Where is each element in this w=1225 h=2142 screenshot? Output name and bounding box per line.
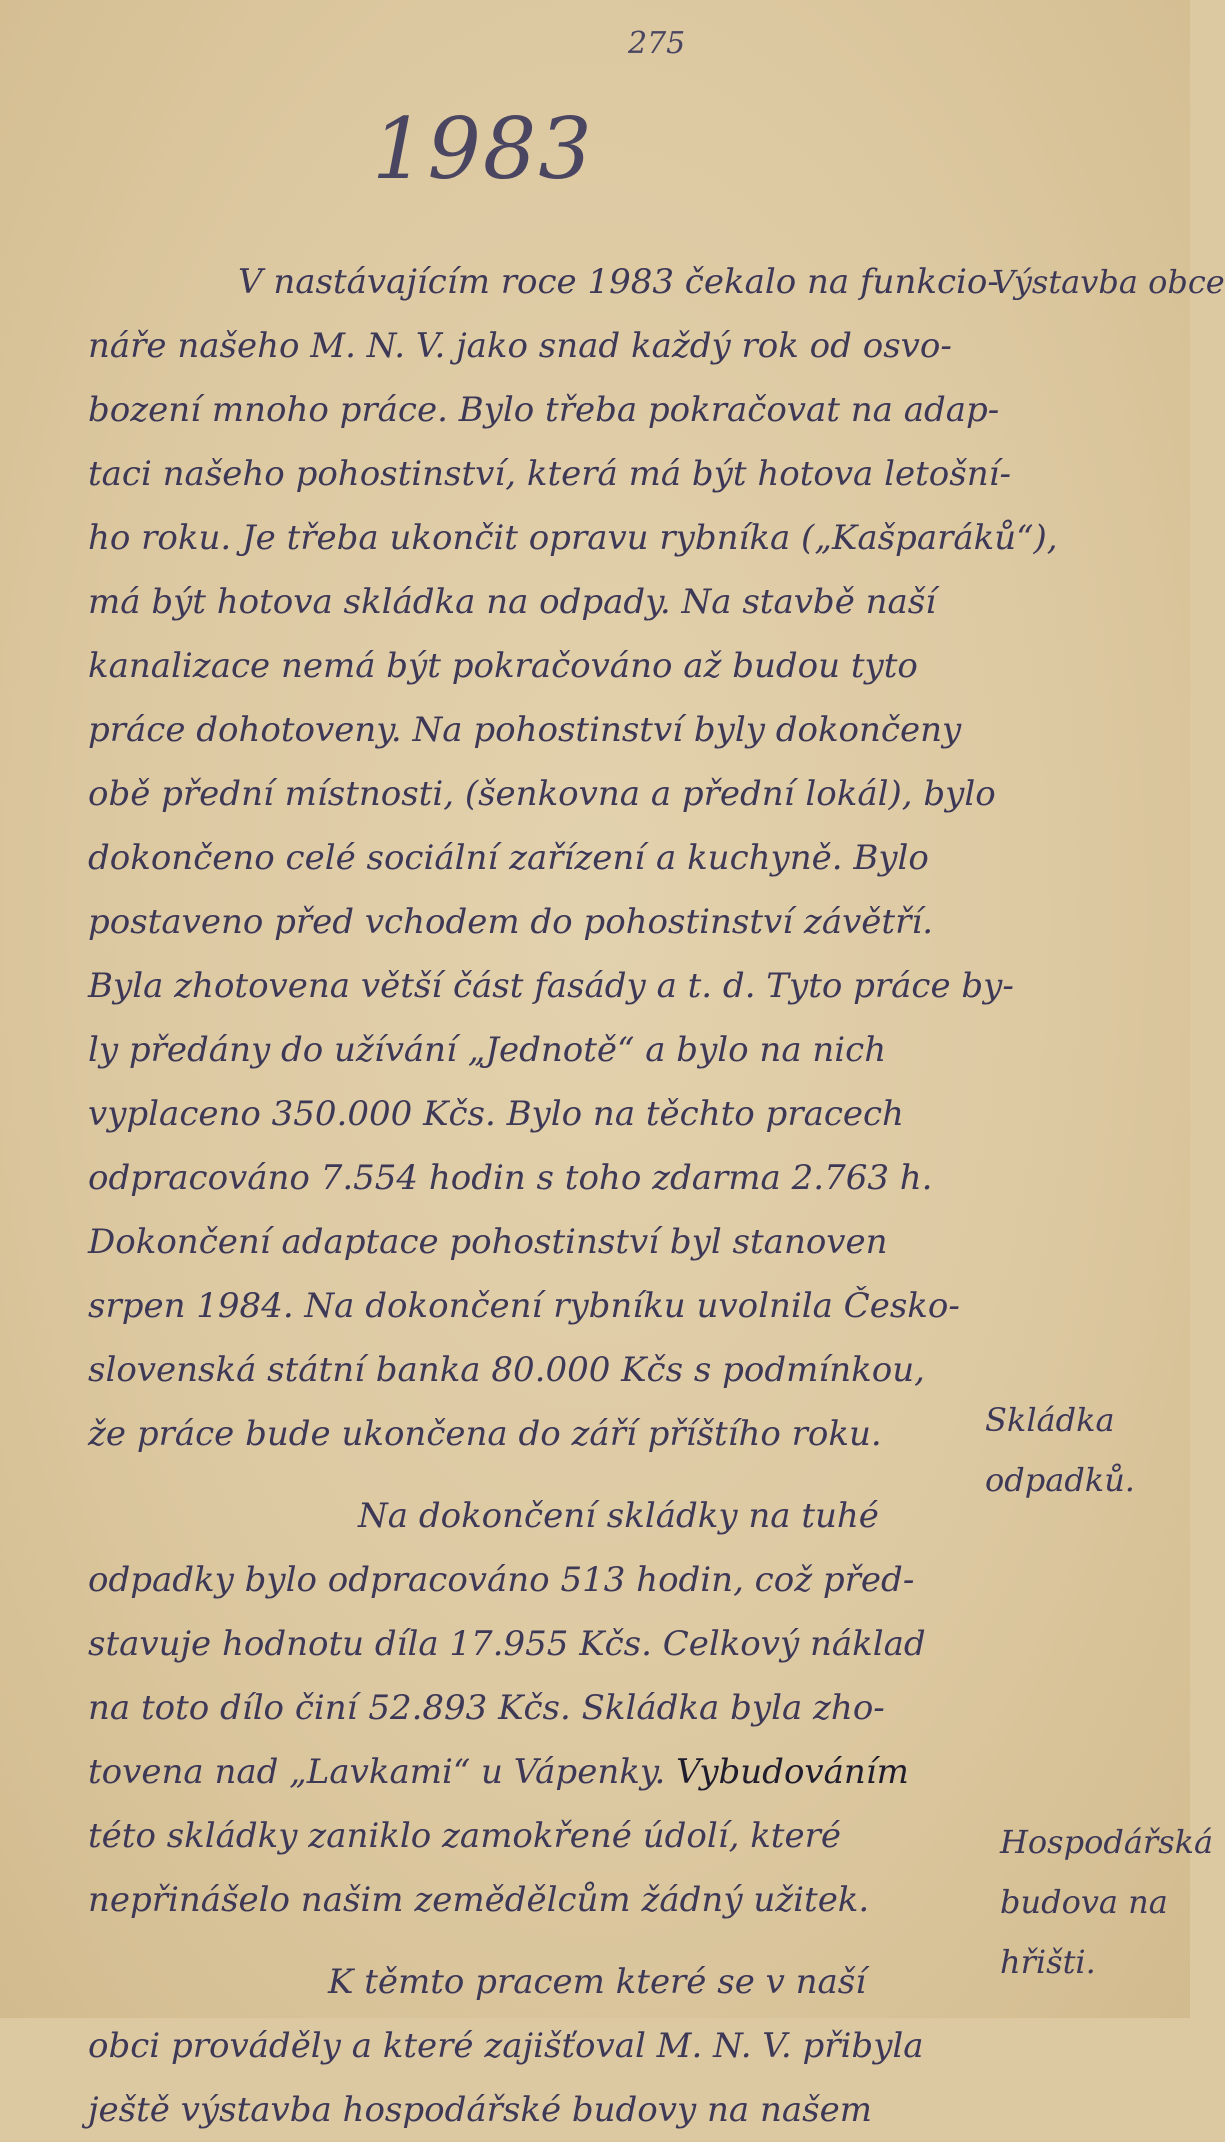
margin-note-text: Hospodářská — [1000, 1823, 1214, 1861]
margin-note-text: Skládka — [985, 1401, 1115, 1439]
text-line: na toto dílo činí 52.893 Kčs. Skládka byla zho- — [88, 1688, 885, 1728]
paragraph-landfill — [88, 1484, 988, 1932]
page-number: 275 — [628, 26, 686, 61]
text-line: Na dokončení skládky na tuhé — [358, 1496, 879, 1536]
text-line: nepřinášelo našim zemědělcům žádný užitek. — [88, 1880, 870, 1920]
margin-note-text: budova na — [1000, 1883, 1168, 1921]
text-line: bození mnoho práce. Bylo třeba pokračovat na adap- — [88, 390, 1000, 430]
margin-note-construction — [992, 252, 1225, 312]
text-line — [88, 1740, 988, 1804]
text-line: dokončeno celé sociální zařízení a kuchyně. Bylo — [88, 838, 929, 878]
text-line: ještě výstavba hospodářské budovy na našem — [88, 2090, 872, 2130]
margin-note-text: Výstavba obce — [992, 263, 1225, 301]
year-heading: 1983 — [372, 100, 594, 198]
text-line: stavuje hodnotu díla 17.955 Kčs. Celkový náklad — [88, 1624, 926, 1664]
margin-note-landfill — [985, 1390, 1135, 1510]
text-line: Dokončení adaptace pohostinství byl stanoven — [88, 1222, 888, 1262]
text-line: že práce bude ukončena do září příštího roku. — [88, 1414, 882, 1454]
text-line: srpen 1984. Na dokončení rybníku uvolnila Česko- — [88, 1286, 960, 1326]
text-line-part: tovena nad „Lavkami“ u Vápenky. — [88, 1752, 677, 1792]
text-line: Byla zhotovena větší část fasády a t. d. Tyto práce by- — [88, 966, 1014, 1006]
text-line: náře našeho M. N. V. jako snad každý rok od osvo- — [88, 326, 952, 366]
text-line: K těmto pracem které se v naší — [328, 1962, 867, 2002]
margin-note-text: hřišti. — [1000, 1943, 1096, 1981]
text-line: této skládky zaniklo zamokřené údolí, které — [88, 1816, 841, 1856]
text-line: slovenská státní banka 80.000 Kčs s podmínkou, — [88, 1350, 925, 1390]
text-line: má být hotova skládka na odpady. Na stavbě naší — [88, 582, 937, 622]
margin-note-text: odpadků. — [985, 1461, 1135, 1499]
text-line: ly předány do užívání „Jednotě“ a bylo na nich — [88, 1030, 887, 1070]
text-line: odpracováno 7.554 hodin s toho zdarma 2.763 h. — [88, 1158, 933, 1198]
paragraph-farm-building — [88, 1950, 988, 2142]
text-line: vyplaceno 350.000 Kčs. Bylo na těchto pracech — [88, 1094, 904, 1134]
paragraph-works-1983 — [88, 250, 1058, 1466]
text-line: odpadky bylo odpracováno 513 hodin, což před- — [88, 1560, 915, 1600]
margin-note-building — [1000, 1812, 1213, 1992]
text-line: taci našeho pohostinství, která má být hotova letošní- — [88, 454, 1011, 494]
text-line: V nastávajícím roce 1983 čekalo na funkcio- — [238, 262, 999, 302]
text-line: ho roku. Je třeba ukončit opravu rybníka („Kašparáků“), — [88, 518, 1058, 558]
text-line: obci prováděly a které zajišťoval M. N. V. přibyla — [88, 2026, 924, 2066]
text-line: postaveno před vchodem do pohostinství závětří. — [88, 902, 934, 942]
text-line: kanalizace nemá být pokračováno až budou tyto — [88, 646, 918, 686]
text-line: práce dohotoveny. Na pohostinství byly dokončeny — [88, 710, 962, 750]
inserted-word: Vybudováním — [676, 1752, 909, 1792]
text-line: obě přední místnosti, (šenkovna a přední lokál), bylo — [88, 774, 996, 814]
